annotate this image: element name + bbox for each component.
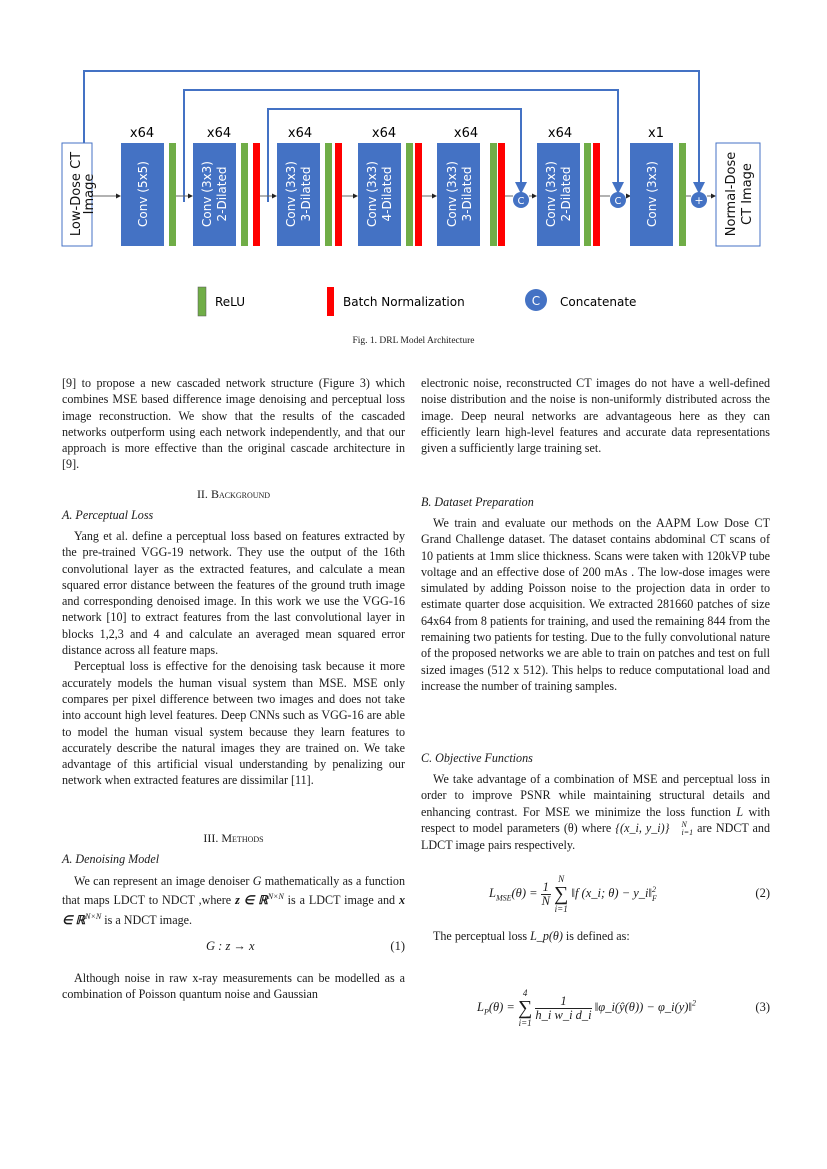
section-number: III. [203, 831, 222, 845]
channel-label: x64 [371, 126, 397, 141]
math: i=1 [681, 828, 694, 838]
block-label: 2-Dilated [559, 166, 573, 222]
subsection-heading: B. Dataset Preparation [421, 495, 534, 509]
output-image-box [716, 143, 760, 246]
block-label: Conv (3x3) [200, 161, 214, 227]
equation-body: G : z → x [206, 939, 255, 953]
math: i=1 [554, 904, 568, 914]
block-label: 3-Dilated [460, 166, 474, 222]
block-label: 4-Dilated [380, 166, 394, 222]
concat-symbol: C [614, 196, 622, 207]
batch-norm-bar [253, 143, 260, 246]
channel-label: x64 [129, 126, 155, 141]
paragraph-text: Yang et al. define a perceptual loss based on features extracted by the pre-trained VGG-19 network. They use the output of the 16th convolutional layer as the extracted features, and calculate a mean squared error distance between the features of the ground truth image and corresponding denoised image. In this work we use the VGG-16 network [10] to extract features from the last convolutional layer in blocks 1,2,3 and 4 and calculate an averaged mean squared error distance across all feature maps. [62, 529, 405, 658]
math: N [681, 820, 687, 830]
block-label: Conv (3x3) [645, 161, 659, 227]
equation-3: $L_P(\theta) = 4$ ∑ i=1 $\frac{1}{\text{h\_i w\_i d\_i}}$ ‖φ_i(ŷ(θ)) − φ_i(y)‖$^2$ (3) [477, 988, 770, 1028]
objective-paragraph [421, 771, 770, 853]
legend-relu-swatch [198, 287, 206, 316]
text: We can represent an image denoiser [74, 874, 253, 888]
relu-bar [406, 143, 413, 246]
math: x ∈ ℝ [62, 893, 406, 927]
conv-block-7 [630, 126, 686, 246]
math: ‖f (x_i; θ) − y_i‖ [571, 885, 653, 900]
batch-norm-bar [593, 143, 600, 246]
block-label: 3-Dilated [299, 166, 313, 222]
concat-symbol: C [517, 196, 525, 207]
math: N×N [267, 892, 284, 902]
math: 4 [522, 988, 528, 998]
text: is defined as: [562, 929, 630, 943]
paragraph-text: We train and evaluate our methods on the AAPM Low Dose CT Grand Challenge dataset. The dataset contains abdominal CT scans of 10 patients at 1mm slice thickness. Scans were taken with 120kVP tube voltage and an effective dose of 200 mAs . The low-dose images were simulated by adding Poisson noise to the projection data in order to estimate quarter dose acquisition. We extracted 281660 patches of size 64x64 from 8 patients for training, and used the remaining 844 from the remaining two patients for testing. Due to the fully convolutional nature of the proposed networks we are able to train on patches and test on full sized images (512 x 512). This helps to reduce computational load and increase the number of training samples. [421, 516, 770, 693]
relu-bar [325, 143, 332, 246]
channel-label: x64 [453, 126, 479, 141]
equation-number: (1) [390, 939, 405, 953]
architecture-figure [0, 0, 827, 330]
equation-1 [62, 939, 405, 957]
math: L [736, 804, 744, 819]
text: The perceptual loss [433, 929, 531, 943]
intro-paragraph [62, 375, 405, 473]
relu-bar [584, 143, 591, 246]
section-number: II. [196, 487, 211, 501]
relu-bar [169, 143, 176, 246]
math: {(x_i, y_i)} [615, 820, 670, 835]
subsection-heading: A. Denoising Model [62, 852, 160, 866]
conv-block-3 [277, 126, 342, 246]
conv-block-6 [537, 126, 600, 246]
legend-batch-norm-label: Batch Normalization [343, 295, 465, 309]
text: is a NDCT image. [101, 912, 193, 927]
batch-norm-bar [415, 143, 422, 246]
math: (θ) = [511, 885, 541, 900]
math: N×N [85, 911, 102, 921]
conv-block-1 [121, 126, 176, 246]
equation-number: (3) [755, 1000, 770, 1014]
figure-caption: Fig. 1. DRL Model Architecture [352, 336, 475, 346]
math: L_p(θ) [530, 929, 563, 943]
legend-batch-norm-swatch [327, 287, 334, 316]
legend [198, 287, 636, 316]
math: h_i w_i d_i [535, 1007, 592, 1022]
math: 1 [535, 995, 591, 1009]
math: ‖φ_i(ŷ(θ)) − φ_i(y)‖ [594, 999, 692, 1014]
add-node [691, 192, 707, 208]
paragraph-text: [9] to propose a new cascaded network structure (Figure 3) which combines MSE based difference image denoising and perceptual loss image reconstruction. We show that the results of the cascaded networks outperform using each network independently, and that our approach is more effective than the original cascade architecture in [9]. [62, 376, 405, 472]
relu-bar [490, 143, 497, 246]
denoising-model-paragraph [62, 873, 405, 928]
concat-node-2 [610, 192, 626, 208]
channel-label: x64 [206, 126, 232, 141]
input-label: Image [82, 173, 97, 215]
noise-paragraph [62, 970, 405, 1003]
block-label: Conv (3x3) [284, 161, 298, 227]
block-label: 2-Dilated [215, 166, 229, 222]
math: (θ) = [488, 999, 518, 1014]
perceptual-loss-paragraph [62, 528, 405, 789]
text: mathematically as a function that maps LDCT to NDCT ,where [62, 874, 405, 908]
conv-block-5 [437, 126, 505, 246]
input-image-box [62, 143, 97, 246]
paragraph-text: Perceptual loss is effective for the denoising task because it more accurately models the human visual system than MSE. MSE only compares per pixel difference between two images and does not take into account high level features. Deep CNNs such as VGG-16 are able to model the human visual system because they learn features to accurately describe the natural images they are trained on. We take advantage of this artificial visual understanding by penalizing our network when extracted features are dissimilar [11]. [62, 659, 405, 788]
section-heading-background [62, 487, 405, 502]
block-label: Conv (3x3) [365, 161, 379, 227]
equation-number: (2) [755, 886, 770, 900]
relu-bar [241, 143, 248, 246]
add-symbol: + [694, 194, 704, 207]
batch-norm-bar [335, 143, 342, 246]
math: z ∈ ℝ [235, 893, 268, 908]
output-label: Normal-Dose [724, 151, 739, 237]
channel-label: x64 [547, 126, 573, 141]
legend-concat-label: Concatenate [560, 295, 637, 309]
paragraph-text: Although noise in raw x-ray measurements can be modelled as a combination of Poisson quantum noise and Gaussian [62, 971, 405, 1002]
math: i=1 [518, 1018, 532, 1028]
section-title: Background [210, 487, 271, 501]
subsection-heading: C. Objective Functions [421, 751, 533, 765]
legend-relu-label: ReLU [215, 295, 246, 309]
batch-norm-bar [498, 143, 505, 246]
dataset-paragraph [421, 515, 770, 694]
block-label: Conv (3x3) [544, 161, 558, 227]
paragraph-text: electronic noise, reconstructed CT images do not have a well-defined noise distribution and the noise is non-uniformly distributed across the image. Deep neural networks are advantageous here as they can efficiently learn high-level features and accurate data representations given a sufficiently large training set. [421, 376, 770, 456]
block-label: Conv (3x3) [445, 161, 459, 227]
math: 2 [691, 998, 696, 1008]
conv-block-2 [193, 126, 260, 246]
math: 1 [542, 879, 549, 894]
conv-block-4 [358, 126, 422, 246]
math: N [558, 874, 565, 884]
legend-concat-symbol: C [531, 294, 541, 308]
text: We take advantage of a combination of MSE and perceptual loss in order to improve PSNR while maintaining structural details and enhancing contrast. For MSE we minimize the loss function [421, 772, 770, 819]
text: with respect to model parameters (θ) where [421, 804, 770, 835]
section-heading-methods [62, 831, 405, 846]
input-label: Low-Dose CT [69, 151, 84, 237]
math: MSE [495, 893, 512, 903]
section-title: Methods [221, 831, 264, 845]
relu-bar [679, 143, 686, 246]
math: 2 [652, 885, 657, 894]
math: P [483, 1007, 489, 1017]
math: G [252, 874, 262, 888]
math: L [489, 885, 496, 900]
channel-label: x1 [648, 126, 664, 141]
perceptual-def-paragraph [421, 928, 770, 944]
math: N [541, 893, 550, 908]
subsection-heading: A. Perceptual Loss [62, 508, 154, 522]
noise-paragraph-continued [421, 375, 770, 456]
concat-node-1 [513, 192, 529, 208]
block-label: Conv (5x5) [136, 161, 150, 227]
text: is a LDCT image and [283, 893, 399, 908]
math: F [652, 894, 657, 903]
output-label: CT Image [740, 163, 755, 225]
channel-label: x64 [287, 126, 313, 141]
equation-2: $L_{MSE}(\theta)$ = $\frac{1}{N}$ N ∑ i=1 ‖f (x_i; θ) − y_i‖ 2 F (2) [489, 874, 770, 914]
math: L [477, 999, 484, 1014]
text: are NDCT and LDCT image pairs respectively. [421, 820, 771, 853]
